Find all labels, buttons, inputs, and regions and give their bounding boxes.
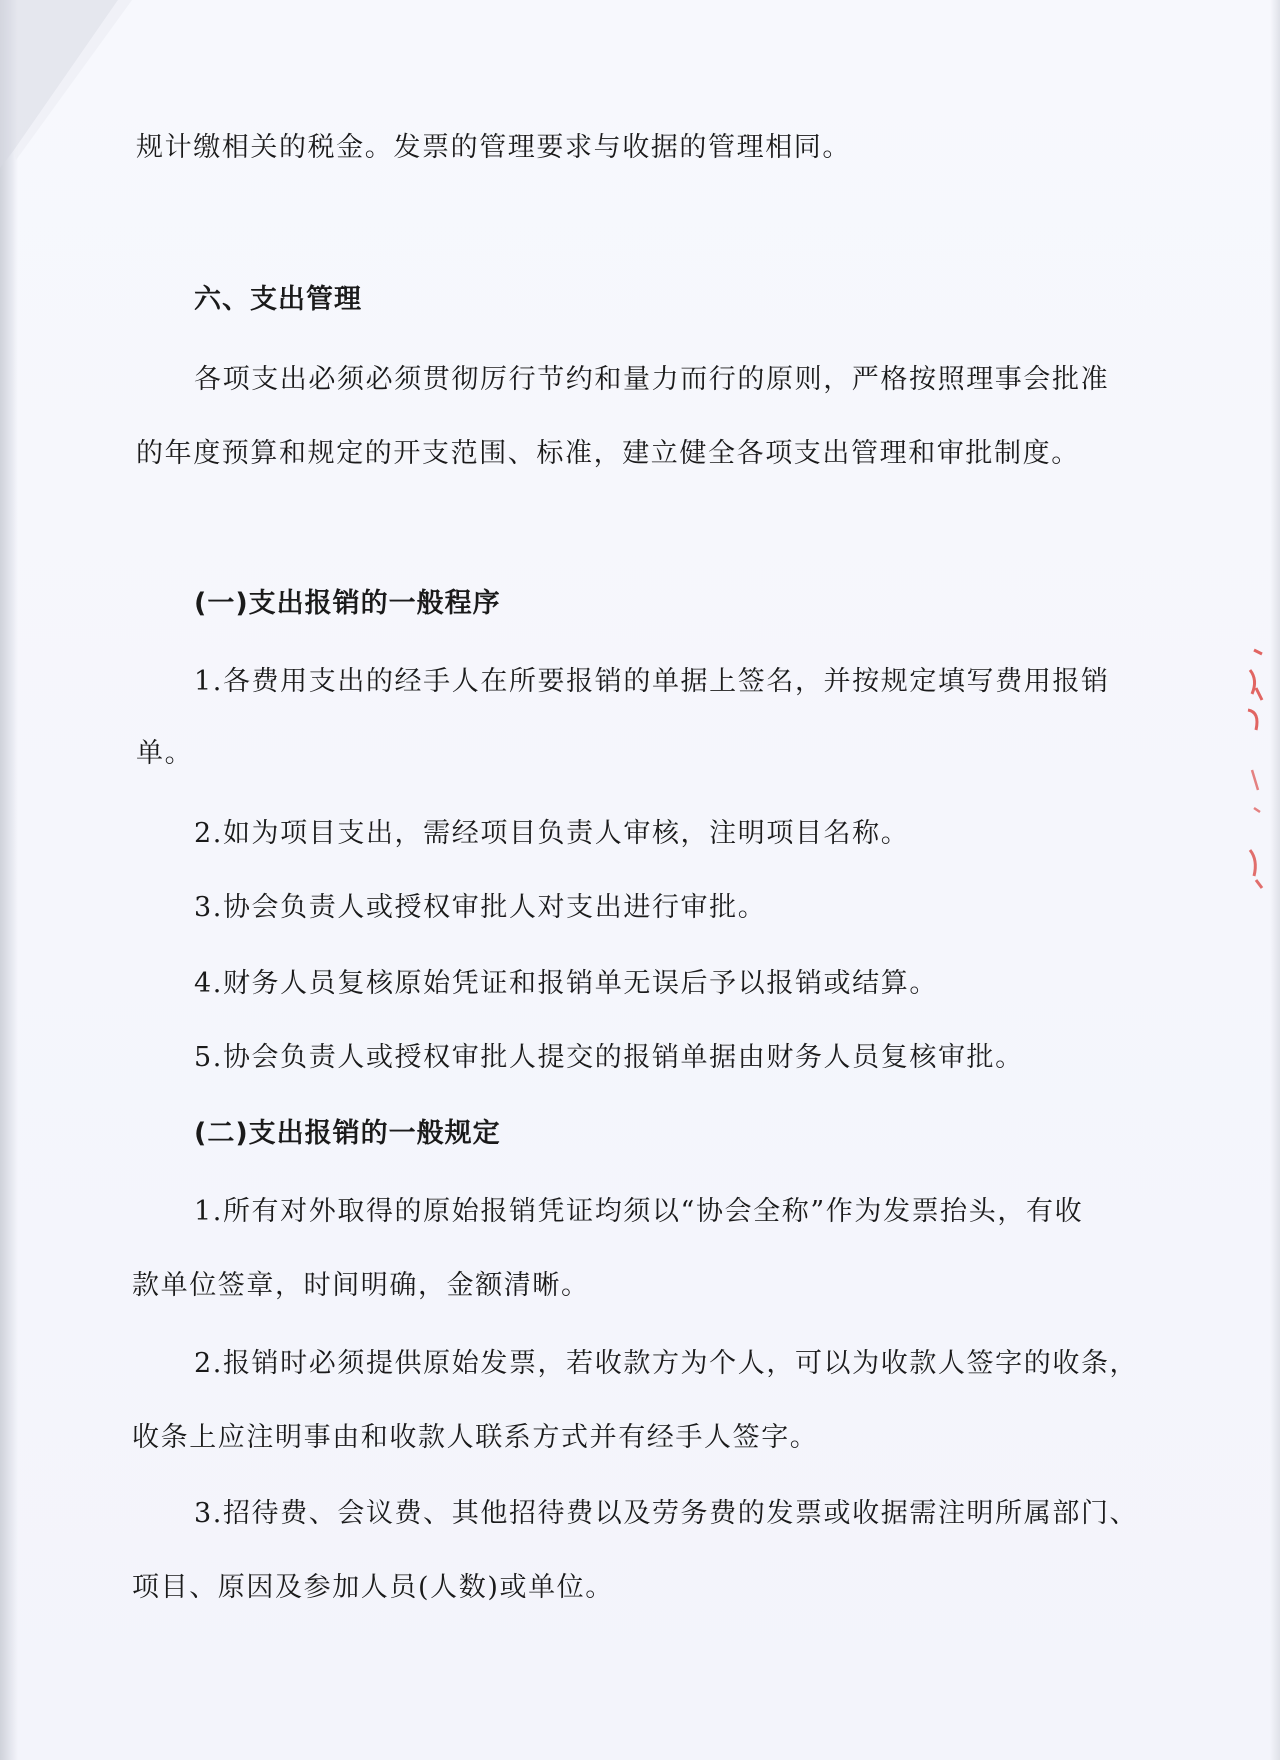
rule-item-1-line-2: 款单位签章，时间明确，金额清晰。: [132, 1270, 590, 1301]
paragraph-tax-line: 规计缴相关的税金。发票的管理要求与收据的管理相同。: [136, 132, 851, 163]
section-heading-expenditure: 六、支出管理: [194, 284, 362, 315]
rule-item-2-line-1: 2.报销时必须提供原始发票，若收款方为个人，可以为收款人签字的收条，: [194, 1348, 1139, 1379]
subsection-heading-rules: (二)支出报销的一般规定: [194, 1118, 501, 1149]
rule-item-2-line-2: 收条上应注明事由和收款人联系方式并有经手人签字。: [132, 1422, 819, 1453]
scan-right-edge: [1270, 0, 1280, 1760]
procedure-item-5: 5.协会负责人或授权审批人提交的报销单据由财务人员复核审批。: [194, 1042, 1024, 1073]
procedure-item-1-line-2: 单。: [136, 738, 194, 769]
rule-item-3-line-1: 3.招待费、会议费、其他招待费以及劳务费的发票或收据需注明所属部门、: [194, 1498, 1139, 1529]
procedure-item-2: 2.如为项目支出，需经项目负责人审核，注明项目名称。: [194, 818, 910, 849]
procedure-item-3: 3.协会负责人或授权审批人对支出进行审批。: [194, 892, 767, 923]
procedure-item-4: 4.财务人员复核原始凭证和报销单无误后予以报销或结算。: [194, 968, 938, 999]
subsection-heading-procedure: (一)支出报销的一般程序: [194, 588, 501, 619]
paragraph-expenditure-line-1: 各项支出必须必须贯彻厉行节约和量力而行的原则，严格按照理事会批准: [194, 364, 1110, 395]
rule-item-1-line-1: 1.所有对外取得的原始报销凭证均须以“协会全称”作为发票抬头，有收: [194, 1196, 1084, 1227]
rule-item-3-line-2: 项目、原因及参加人员(人数)或单位。: [132, 1572, 614, 1603]
partial-red-seal-icon: [1232, 640, 1266, 910]
paragraph-expenditure-line-2: 的年度预算和规定的开支范围、标准，建立健全各项支出管理和审批制度。: [136, 438, 1080, 469]
procedure-item-1-line-1: 1.各费用支出的经手人在所要报销的单据上签名，并按规定填写费用报销: [194, 666, 1110, 697]
